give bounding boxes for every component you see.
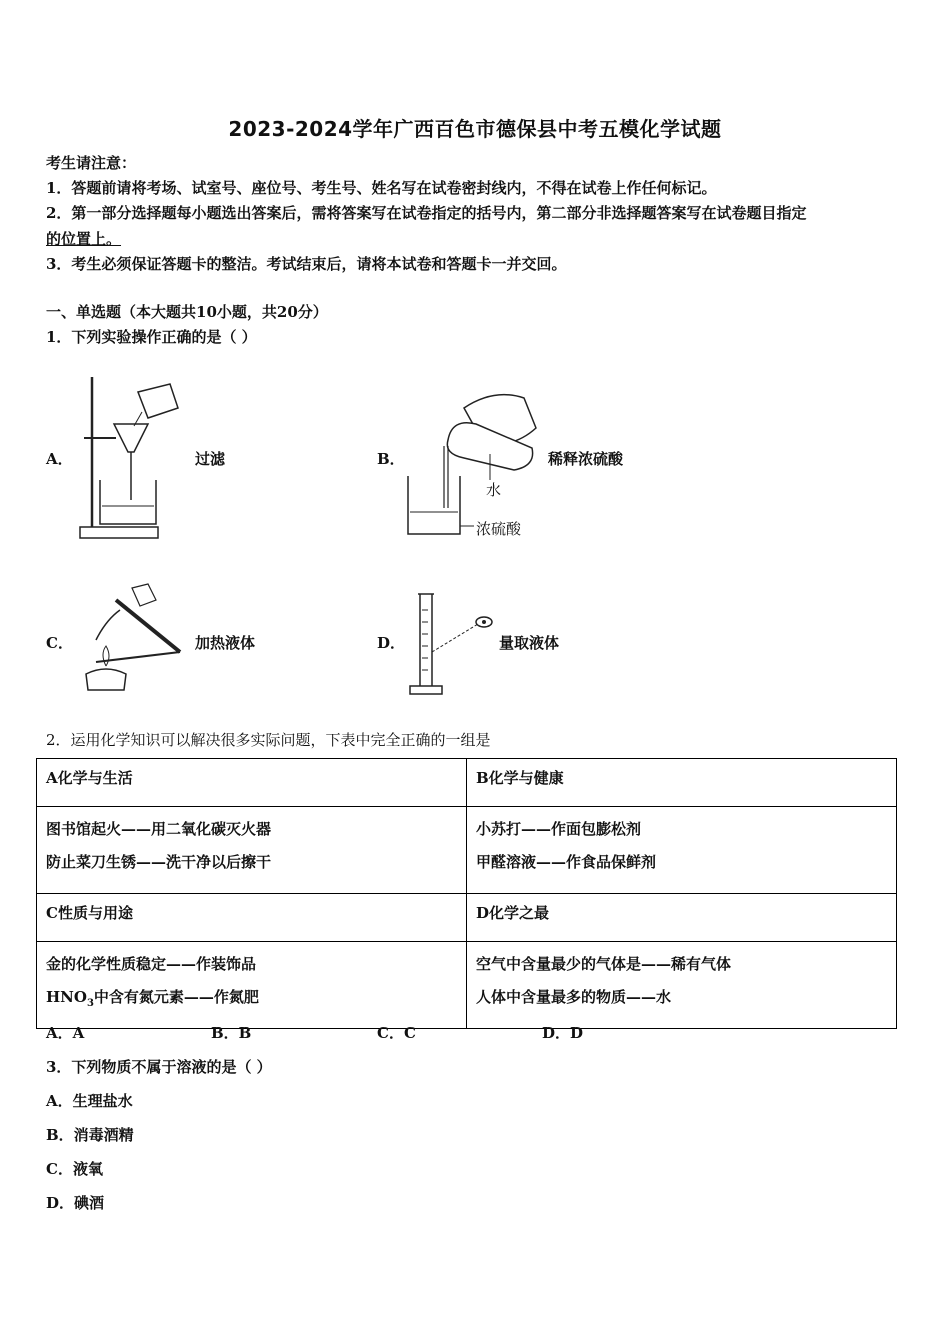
q2-choice-b: B．B xyxy=(211,1024,252,1042)
table-line: 图书馆起火——用二氧化碳灭火器 xyxy=(46,820,272,838)
q1-b-label-acid: 浓硫酸 xyxy=(476,520,522,538)
table-line: 金的化学性质稳定——作装饰品 xyxy=(46,955,257,973)
q3-option-b: B．消毒酒精 xyxy=(46,1126,134,1144)
table-cell-a-head: A化学与生活 xyxy=(37,759,467,807)
q2-choice-a: A．A xyxy=(46,1024,85,1042)
q3-stem: 3．下列物质不属于溶液的是（ ） xyxy=(46,1058,272,1076)
table-line-rest: 中含有氮元素——作氮肥 xyxy=(93,988,259,1006)
formula-subscript: 3 xyxy=(86,998,94,1009)
q2-table xyxy=(36,758,897,1029)
q1-stem: 1．下列实验操作正确的是（ ） xyxy=(46,328,257,346)
q2-choice-c: C．C xyxy=(377,1024,416,1042)
notice-item-2a: 2．第一部分选择题每小题选出答案后，需将答案写在试卷指定的括号内，第二部分非选择题答案写在试卷题目指定 xyxy=(46,204,807,222)
table-cell-d-head: D化学之最 xyxy=(467,894,897,942)
table-cell-c-body xyxy=(37,942,467,1029)
q2-choice-d: D．D xyxy=(542,1024,584,1042)
q1-option-c-text: 加热液体 xyxy=(195,634,256,652)
table-line: 空气中含量最少的气体是——稀有气体 xyxy=(476,955,732,973)
q3-option-a: A．生理盐水 xyxy=(46,1092,133,1110)
notice-block xyxy=(46,151,906,277)
table-line: 甲醛溶液——作食品保鲜剂 xyxy=(476,853,657,871)
filtration-apparatus-icon xyxy=(78,372,198,542)
q3-option-c: C．液氧 xyxy=(46,1160,103,1178)
dilution-apparatus-icon xyxy=(404,388,544,538)
q1-option-d-text: 量取液体 xyxy=(499,634,560,652)
q1-option-a-letter: A． xyxy=(46,450,73,468)
notice-item-3: 3．考生必须保证答题卡的整洁。考试结束后，请将本试卷和答题卡一并交回。 xyxy=(46,255,567,273)
table-cell-b-head: B化学与健康 xyxy=(467,759,897,807)
q1-b-label-water: 水 xyxy=(486,481,502,499)
q1-option-c-letter: C． xyxy=(46,634,73,652)
table-cell-b-body xyxy=(467,807,897,894)
section-heading: 一、单选题（本大题共10小题，共20分） xyxy=(46,303,328,321)
table-line: 人体中含量最多的物质——水 xyxy=(476,988,672,1006)
table-cell-d-body xyxy=(467,942,897,1029)
notice-item-1: 1．答题前请将考场、试室号、座位号、考生号、姓名写在试卷密封线内，不得在试卷上作任何标记。 xyxy=(46,179,717,197)
table-cell-a-body xyxy=(37,807,467,894)
q2-stem: 2．运用化学知识可以解决很多实际问题，下表中完全正确的一组是 xyxy=(46,731,491,749)
formula-hno: HNO xyxy=(46,988,87,1006)
graduated-cylinder-icon xyxy=(406,590,496,698)
heating-apparatus-icon xyxy=(76,580,191,698)
table-line: 小苏打——作面包膨松剂 xyxy=(476,820,642,838)
notice-heading: 考生请注意： xyxy=(46,154,137,172)
q1-option-b-letter: B． xyxy=(377,450,405,468)
q3-option-d: D．碘酒 xyxy=(46,1194,105,1212)
table-cell-c-head: C性质与用途 xyxy=(37,894,467,942)
page-title: 2023-2024学年广西百色市德保县中考五模化学试题 xyxy=(228,117,722,141)
table-line xyxy=(46,981,457,1020)
notice-item-2b: 的位置上。 xyxy=(46,230,122,248)
q1-option-b-text: 稀释浓硫酸 xyxy=(548,450,624,468)
q1-option-a-text: 过滤 xyxy=(195,450,226,468)
q1-option-d-letter: D． xyxy=(377,634,406,652)
table-line: 防止菜刀生锈——洗干净以后擦干 xyxy=(46,853,272,871)
